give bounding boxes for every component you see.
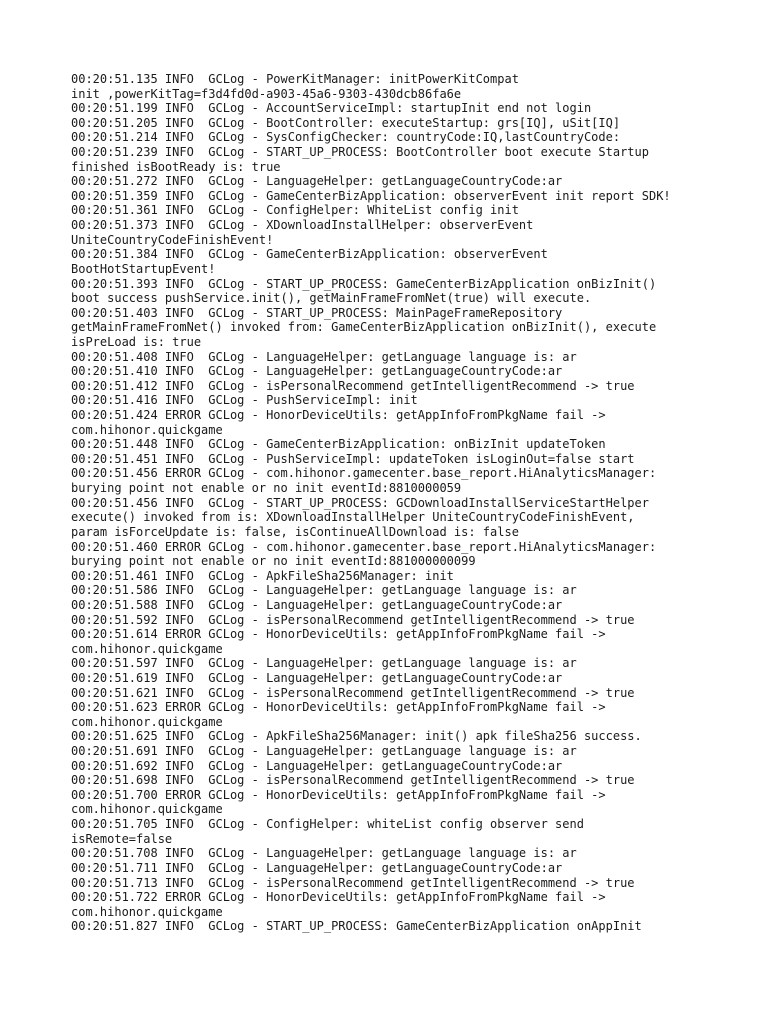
log-line: 00:20:51.384 INFO GCLog - GameCenterBizApplication: observerEvent (71, 247, 548, 262)
log-line: 00:20:51.460 ERROR GCLog - com.hihonor.gamecenter.base_report.HiAnalyticsManager: (71, 539, 657, 554)
log-line: 00:20:51.592 INFO GCLog - isPersonalRecommend getIntelligentRecommend -> true (71, 612, 635, 627)
log-line: com.hihonor.quickgame (71, 422, 223, 437)
log-line: boot success pushService.init(), getMainFrameFromNet(true) will execute. (71, 291, 592, 306)
log-line: 00:20:51.214 INFO GCLog - SysConfigChecker: countryCode:IQ,lastCountryCode: (71, 130, 621, 145)
log-line: 00:20:51.711 INFO GCLog - LanguageHelper: getLanguageCountryCode:ar (71, 860, 563, 875)
log-line: 00:20:51.705 INFO GCLog - ConfigHelper: whiteList config observer send (71, 817, 584, 832)
log-line: 00:20:51.713 INFO GCLog - isPersonalRecommend getIntelligentRecommend -> true (71, 875, 635, 890)
log-line: com.hihonor.quickgame (71, 904, 223, 919)
log-line: 00:20:51.424 ERROR GCLog - HonorDeviceUtils: getAppInfoFromPkgName fail -> (71, 408, 606, 423)
log-line: 00:20:51.588 INFO GCLog - LanguageHelper: getLanguageCountryCode:ar (71, 597, 563, 612)
log-line: finished isBootReady is: true (71, 159, 281, 174)
log-line: 00:20:51.621 INFO GCLog - isPersonalRecommend getIntelligentRecommend -> true (71, 685, 635, 700)
log-line: 00:20:51.708 INFO GCLog - LanguageHelper: getLanguage language is: ar (71, 846, 577, 861)
log-line: 00:20:51.239 INFO GCLog - START_UP_PROCESS: BootController boot execute Startup (71, 145, 649, 160)
log-line: 00:20:51.448 INFO GCLog - GameCenterBizApplication: onBizInit updateToken (71, 437, 606, 452)
log-line: 00:20:51.614 ERROR GCLog - HonorDeviceUtils: getAppInfoFromPkgName fail -> (71, 627, 606, 642)
log-line: 00:20:51.619 INFO GCLog - LanguageHelper: getLanguageCountryCode:ar (71, 670, 563, 685)
log-line: execute() invoked from is: XDownloadInstallHelper UniteCountryCodeFinishEvent, (71, 510, 635, 525)
log-line: burying point not enable or no init eventId:8810000059 (71, 481, 462, 496)
log-line: 00:20:51.408 INFO GCLog - LanguageHelper: getLanguage language is: ar (71, 349, 577, 364)
log-line: UniteCountryCodeFinishEvent! (71, 232, 274, 247)
log-line: isPreLoad is: true (71, 334, 202, 349)
log-line: 00:20:51.691 INFO GCLog - LanguageHelper: getLanguage language is: ar (71, 744, 577, 759)
log-line: BootHotStartupEvent! (71, 261, 216, 276)
log-line: isRemote=false (71, 831, 173, 846)
log-line: 00:20:51.700 ERROR GCLog - HonorDeviceUtils: getAppInfoFromPkgName fail -> (71, 787, 606, 802)
log-line: 00:20:51.199 INFO GCLog - AccountServiceImpl: startupInit end not login (71, 101, 592, 116)
log-line: com.hihonor.quickgame (71, 714, 223, 729)
log-line: 00:20:51.416 INFO GCLog - PushServiceImpl: init (71, 393, 418, 408)
log-line: 00:20:51.597 INFO GCLog - LanguageHelper: getLanguage language is: ar (71, 656, 577, 671)
log-line: 00:20:51.373 INFO GCLog - XDownloadInstallHelper: observerEvent (71, 218, 534, 233)
log-line: 00:20:51.272 INFO GCLog - LanguageHelper: getLanguageCountryCode:ar (71, 174, 563, 189)
log-line: 00:20:51.623 ERROR GCLog - HonorDeviceUtils: getAppInfoFromPkgName fail -> (71, 700, 606, 715)
log-line: 00:20:51.205 INFO GCLog - BootController: executeStartup: grs[IQ], uSit[IQ] (71, 115, 621, 130)
log-line: 00:20:51.461 INFO GCLog - ApkFileSha256Manager: init (71, 568, 454, 583)
log-line: init ,powerKitTag=f3d4fd0d-a903-45a6-9303-430dcb86fa6e (71, 86, 462, 101)
log-text-block (71, 72, 758, 934)
log-line: 00:20:51.698 INFO GCLog - isPersonalRecommend getIntelligentRecommend -> true (71, 773, 635, 788)
log-line: 00:20:51.135 INFO GCLog - PowerKitManager: initPowerKitCompat (71, 72, 519, 86)
log-line: 00:20:51.456 INFO GCLog - START_UP_PROCESS: GCDownloadInstallServiceStartHelper (71, 495, 649, 510)
log-line: 00:20:51.692 INFO GCLog - LanguageHelper: getLanguageCountryCode:ar (71, 758, 563, 773)
log-line: getMainFrameFromNet() invoked from: GameCenterBizApplication onBizInit(), execute (71, 320, 657, 335)
log-line: 00:20:51.451 INFO GCLog - PushServiceImpl: updateToken isLoginOut=false start (71, 451, 635, 466)
log-line: 00:20:51.359 INFO GCLog - GameCenterBizApplication: observerEvent init report SDK! (71, 188, 671, 203)
log-line: 00:20:51.827 INFO GCLog - START_UP_PROCESS: GameCenterBizApplication onAppInit (71, 919, 642, 934)
log-line: param isForceUpdate is: false, isContinueAllDownload is: false (71, 524, 519, 539)
log-line: 00:20:51.412 INFO GCLog - isPersonalRecommend getIntelligentRecommend -> true (71, 378, 635, 393)
log-line: com.hihonor.quickgame (71, 641, 223, 656)
log-line: 00:20:51.625 INFO GCLog - ApkFileSha256Manager: init() apk fileSha256 success. (71, 729, 642, 744)
log-line: 00:20:51.456 ERROR GCLog - com.hihonor.gamecenter.base_report.HiAnalyticsManager: (71, 466, 657, 481)
log-line: 00:20:51.393 INFO GCLog - START_UP_PROCESS: GameCenterBizApplication onBizInit() (71, 276, 657, 291)
log-line: 00:20:51.361 INFO GCLog - ConfigHelper: WhiteList config init (71, 203, 519, 218)
log-line: 00:20:51.722 ERROR GCLog - HonorDeviceUtils: getAppInfoFromPkgName fail -> (71, 890, 606, 905)
log-line: 00:20:51.586 INFO GCLog - LanguageHelper: getLanguage language is: ar (71, 583, 577, 598)
log-line: com.hihonor.quickgame (71, 802, 223, 817)
log-line: burying point not enable or no init eventId:881000000099 (71, 554, 476, 569)
log-line: 00:20:51.403 INFO GCLog - START_UP_PROCESS: MainPageFrameRepository (71, 305, 563, 320)
log-line: 00:20:51.410 INFO GCLog - LanguageHelper: getLanguageCountryCode:ar (71, 364, 563, 379)
